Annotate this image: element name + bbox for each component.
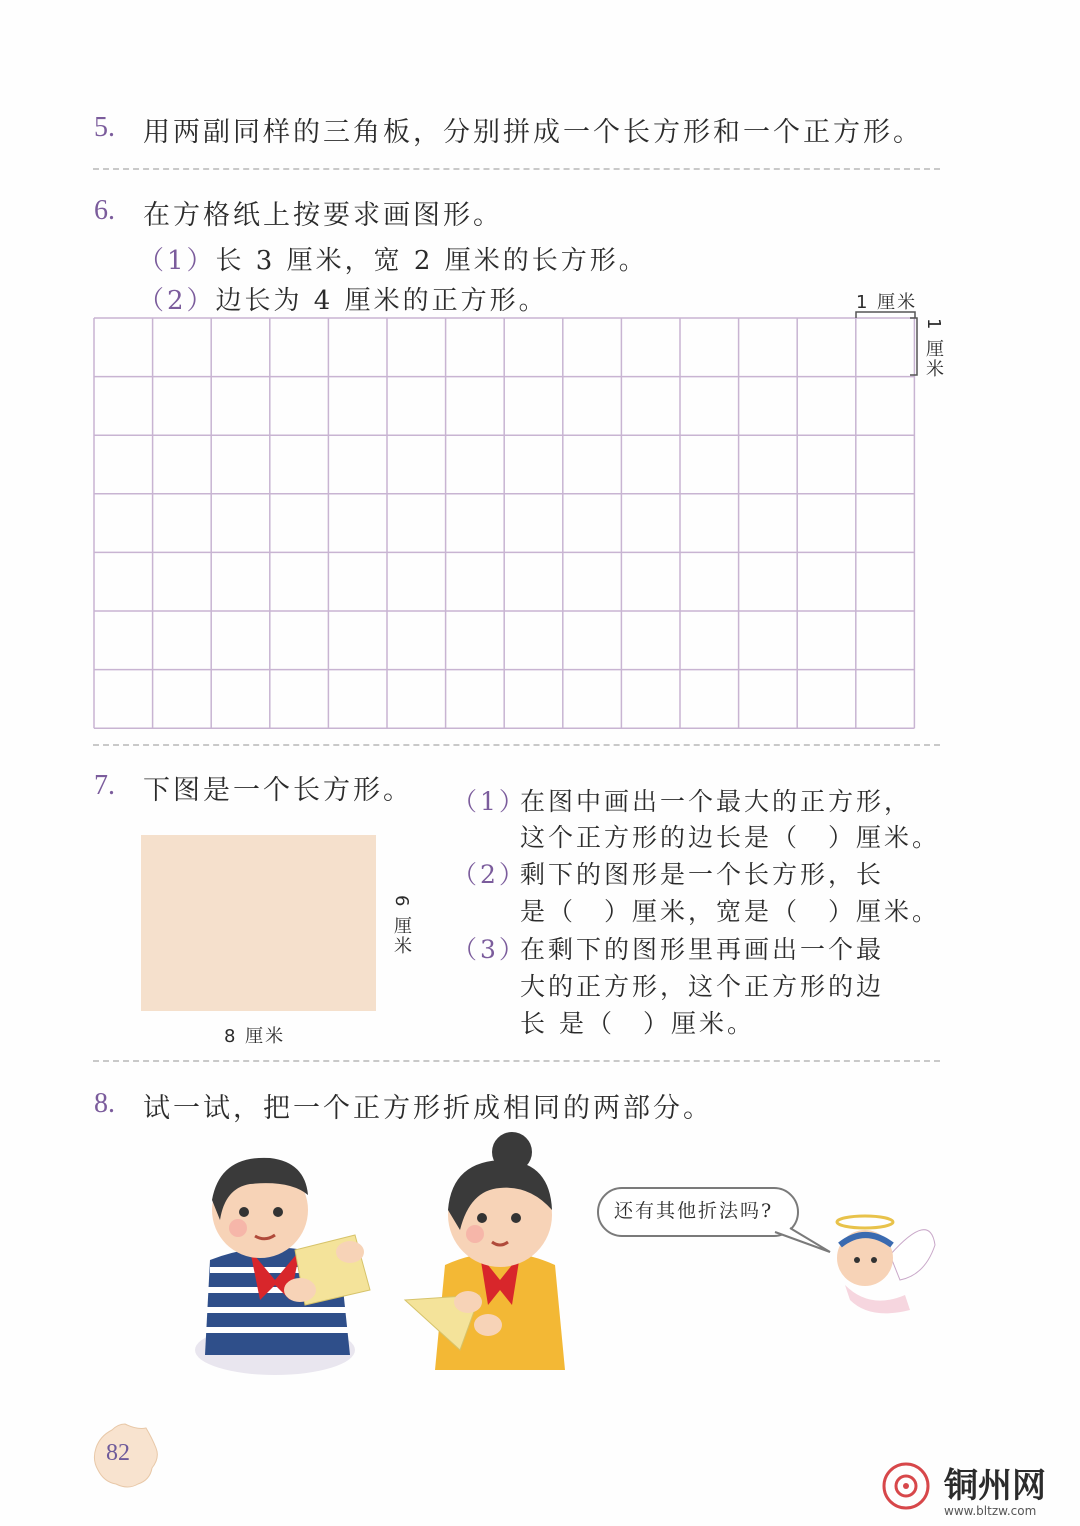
question-7-text: 下图是一个长方形。 xyxy=(143,775,413,806)
unit-label-top: 1 厘米 xyxy=(856,292,918,313)
question-8-number: 8. xyxy=(94,1088,115,1119)
question-6-number: 6. xyxy=(94,195,115,226)
question-7-sub3-line3: 长 是（ ）厘米。 xyxy=(520,1009,755,1038)
angel-illustration xyxy=(810,1200,940,1320)
question-7-sub1-number: （1） xyxy=(452,787,527,816)
question-8-text: 试一试，把一个正方形折成相同的两部分。 xyxy=(143,1093,713,1124)
speech-bubble-text: 还有其他折法吗? xyxy=(614,1200,774,1222)
girl-folding-paper-illustration xyxy=(400,1130,600,1380)
grid-paper[interactable] xyxy=(0,0,1080,760)
rectangle-figure[interactable] xyxy=(141,835,376,1011)
question-6-sub2-text: 边长为 4 厘米的正方形。 xyxy=(215,286,548,316)
separator-2 xyxy=(93,744,940,746)
separator-3 xyxy=(93,1060,940,1062)
rectangle-height-label: 6 厘米 xyxy=(391,895,412,957)
grid-lines xyxy=(94,318,914,728)
question-6-text: 在方格纸上按要求画图形。 xyxy=(143,200,503,231)
unit-bracket-top xyxy=(856,312,915,318)
question-7-sub2-line1: 剩下的图形是一个长方形，长 xyxy=(520,860,885,889)
question-7-sub3-number: （3） xyxy=(452,935,527,964)
page-number: 82 xyxy=(106,1440,130,1466)
unit-bracket-side xyxy=(910,318,917,375)
question-5-text: 用两副同样的三角板，分别拼成一个长方形和一个正方形。 xyxy=(143,117,923,148)
question-7-sub1-line2: 这个正方形的边长是（ ）厘米。 xyxy=(520,823,941,852)
question-7-number: 7. xyxy=(94,770,115,801)
question-7-sub2-number: （2） xyxy=(452,860,527,889)
question-7-sub2-line2: 是（ ）厘米，宽是（ ）厘米。 xyxy=(520,897,941,926)
unit-label-side: 1 厘米 xyxy=(923,318,944,380)
boy-folding-paper-illustration xyxy=(180,1140,380,1380)
question-7-sub3-line1: 在剩下的图形里再画出一个最 xyxy=(520,935,885,964)
question-7-sub3-line2: 大的正方形，这个正方形的边 xyxy=(520,972,885,1001)
watermark-name: 铜州网 xyxy=(944,1466,1046,1506)
question-6-sub1-text: 长 3 厘米，宽 2 厘米的长方形。 xyxy=(215,246,648,276)
question-6-sub2-number: （2） xyxy=(138,286,216,316)
question-5-number: 5. xyxy=(94,112,115,143)
question-6-sub1-number: （1） xyxy=(138,246,216,276)
watermark-url: www.bltzw.com xyxy=(944,1504,1037,1518)
rectangle-width-label: 8 厘米 xyxy=(224,1026,286,1047)
question-7-sub1-line1: 在图中画出一个最大的正方形， xyxy=(520,787,913,816)
watermark-logo-icon xyxy=(876,1460,936,1516)
